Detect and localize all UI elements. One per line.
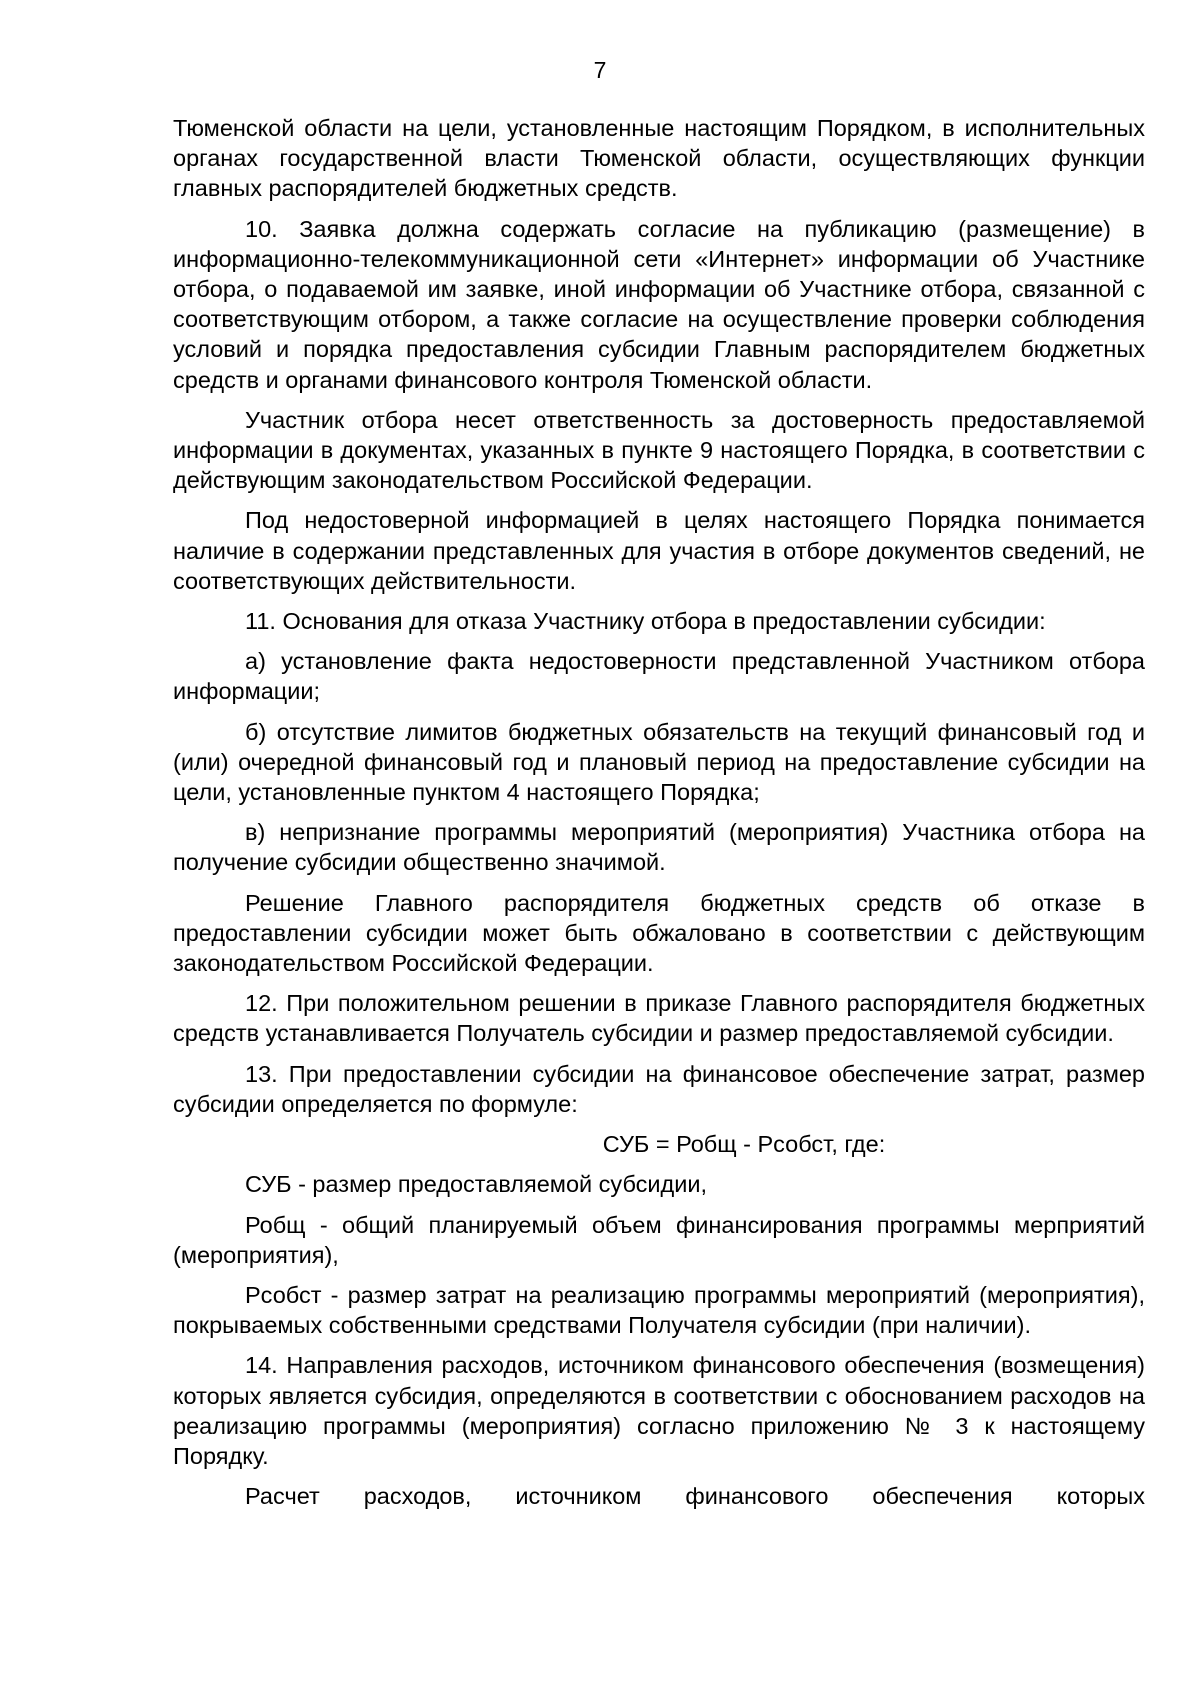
- paragraph: Под недостоверной информацией в целях настоящего Порядка понимается наличие в содержании представленных для участия в отборе документов сведений, не соответствующих действительности.: [173, 507, 1145, 594]
- formula-definition: Робщ - общий планируемый объем финансирования программы мерприятий (мероприятия),: [173, 1211, 1145, 1268]
- formula: СУБ = Робщ - Рсобст, где:: [602, 1131, 886, 1158]
- paragraph: Тюменской области на цели, установленные настоящим Порядком, в исполнительных органах государственной власти Тюменской области, осуществляющих функции главных распорядителей бюджетных средств.: [173, 115, 1145, 202]
- paragraph: 10. Заявка должна содержать согласие на публикацию (размещение) в информационно-телекоммуникационной сети «Интернет» информации об Участнике отбора, о подаваемой им заявке, иной информации об Участнике отбора, связанной с соответствующим отбором, а также согласие на осуществление проверки соблюдения условий и порядка предоставления субсидии Главным распорядителем бюджетных средств и органами финансового контроля Тюменской области.: [173, 215, 1145, 393]
- paragraph: 13. При предоставлении субсидии на финансовое обеспечение затрат, размер субсидии определяется по формуле:: [173, 1060, 1145, 1117]
- formula-definition: Рсобст - размер затрат на реализацию программы мероприятий (мероприятия), покрываемых собственными средствами Получателя субсидии (при наличии).: [173, 1281, 1145, 1339]
- paragraph: 14. Направления расходов, источником финансового обеспечения (возмещения) которых является субсидия, определяются в соответствии с обоснованием расходов на реализацию программы (мероприятия) согласно приложению № 3 к настоящему Порядку.: [173, 1352, 1145, 1469]
- paragraph: Участник отбора несет ответственность за достоверность предоставляемой информации в документах, указанных в пункте 9 настоящего Порядка, в соответствии с действующим законодательством Российской Федерации.: [173, 406, 1145, 494]
- paragraph: 12. При положительном решении в приказе Главного распорядителя бюджетных средств устанавливается Получатель субсидии и размер предоставляемой субсидии.: [173, 990, 1145, 1047]
- paragraph: 11. Основания для отказа Участнику отбора в предоставлении субсидии:: [245, 608, 1046, 635]
- list-item: в) непризнание программы мероприятий (мероприятия) Участника отбора на получение субсидии общественно значимой.: [173, 819, 1145, 876]
- document-body: [173, 113, 1145, 1521]
- paragraph: Решение Главного распорядителя бюджетных средств об отказе в предоставлении субсидии может быть обжаловано в соответствии с действующим законодательством Российской Федерации.: [173, 889, 1145, 977]
- page-number: 7: [593, 57, 607, 83]
- list-item: а) установление факта недостоверности представленной Участником отбора информации;: [173, 648, 1145, 705]
- list-item: б) отсутствие лимитов бюджетных обязательств на текущий финансовый год и (или) очередной финансовый год и плановый период на предоставление субсидии на цели, установленные пунктом 4 настоящего Порядка;: [173, 718, 1145, 806]
- formula-definition: СУБ - размер предоставляемой субсидии,: [245, 1171, 708, 1198]
- paragraph: Расчет расходов, источником финансового обеспечения которых: [245, 1483, 1145, 1510]
